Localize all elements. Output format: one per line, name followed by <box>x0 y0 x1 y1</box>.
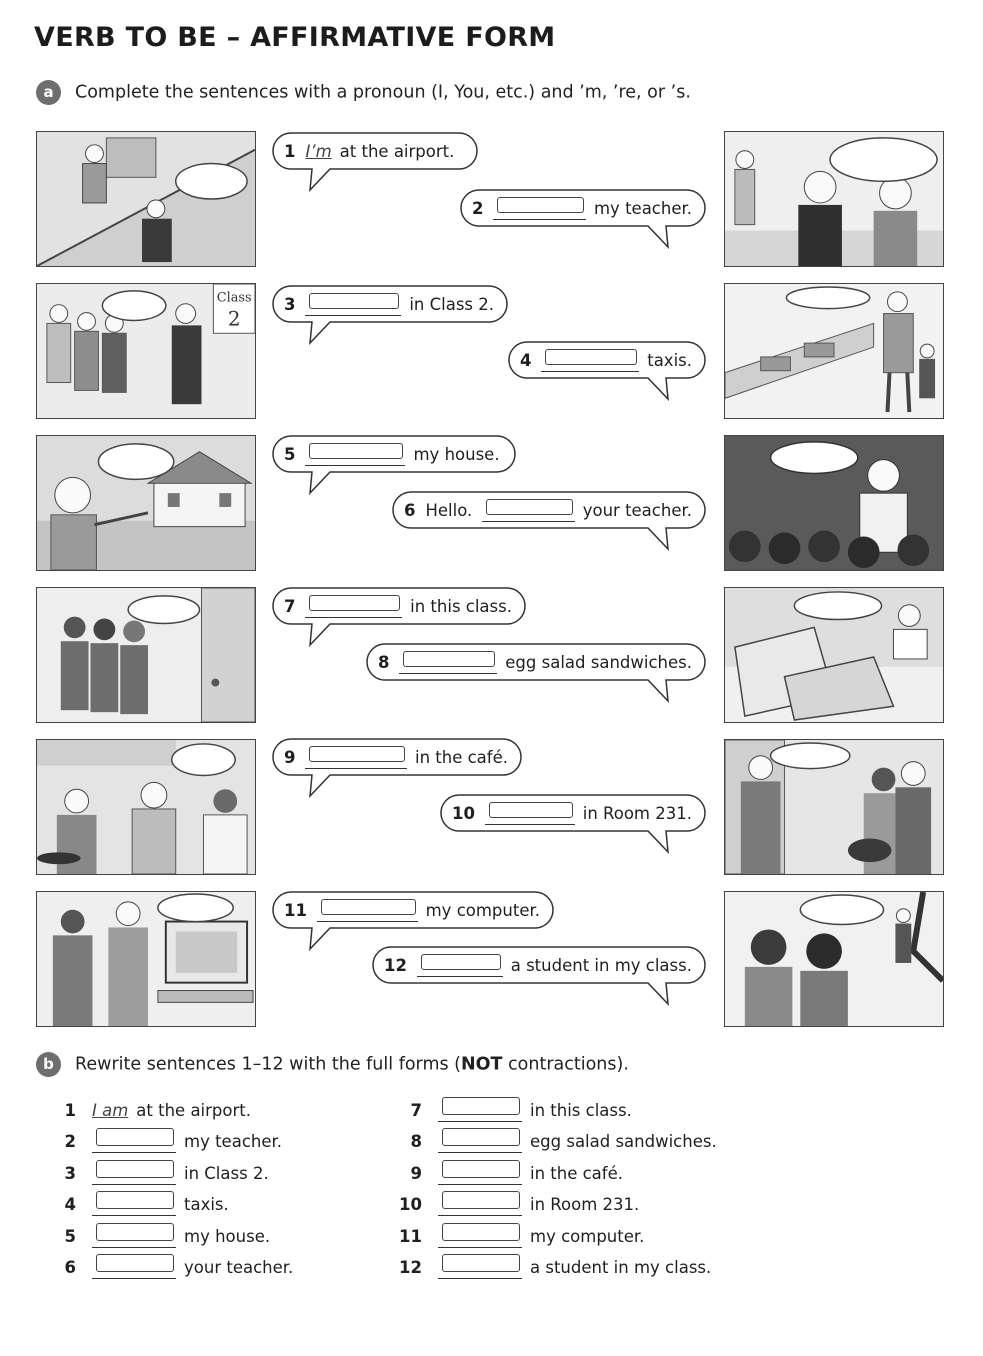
row-text: my house. <box>184 1226 271 1246</box>
bubble-text: taxis. <box>647 350 692 370</box>
answer-blank <box>541 349 639 372</box>
students-door-illustration <box>36 587 256 723</box>
bubble-text: my computer. <box>425 900 540 920</box>
answer-input-6[interactable] <box>486 499 572 515</box>
speech-bubble-2 <box>460 189 706 227</box>
rewrite-input-12[interactable] <box>442 1254 520 1272</box>
answer-input-11[interactable] <box>321 899 416 915</box>
answer-input-3[interactable] <box>309 293 399 309</box>
taxis-illustration <box>724 283 944 419</box>
rewrite-row-12 <box>398 1253 711 1281</box>
row-number: 12 <box>399 1257 422 1277</box>
row-text: a student in my class. <box>530 1257 712 1277</box>
answer-blank <box>92 1130 176 1153</box>
answer-blank <box>305 595 402 618</box>
house-illustration <box>36 435 256 571</box>
rewrite-row-6 <box>52 1253 293 1281</box>
instruction-b-post: contractions). <box>502 1054 629 1075</box>
answer-blank <box>305 746 407 769</box>
row-number: 10 <box>399 1194 422 1214</box>
speech-bubble-7 <box>272 587 526 625</box>
bubble-number: 4 <box>520 350 532 370</box>
instruction-b-not: NOT <box>461 1054 503 1075</box>
bubble-number: 8 <box>378 652 390 672</box>
answer-blank <box>92 1256 176 1279</box>
answer-blank <box>482 499 574 522</box>
sign-class-label: Class <box>216 290 252 306</box>
answer-blank <box>438 1225 522 1248</box>
answer-input-9[interactable] <box>309 746 405 762</box>
speech-bubble-6 <box>392 491 706 529</box>
row-text: in the café. <box>530 1163 623 1183</box>
answer-blank <box>92 1162 176 1185</box>
row-text: taxis. <box>184 1194 229 1214</box>
row-number: 8 <box>410 1131 422 1151</box>
bubble-text: at the airport. <box>339 141 455 161</box>
row-number: 1 <box>64 1100 76 1120</box>
instruction-a-text: Complete the sentences with a pronoun (I, You, etc.) and ’m, ’re, or ’s. <box>75 82 691 103</box>
bubble-number: 2 <box>472 198 484 218</box>
answer-blank <box>438 1256 522 1279</box>
answer-input-8[interactable] <box>403 651 495 667</box>
row-number: 4 <box>64 1194 76 1214</box>
bubble-prefix: Hello. <box>425 500 473 520</box>
rewrite-row-8 <box>398 1127 717 1155</box>
rewrite-input-10[interactable] <box>442 1191 520 1209</box>
computer-illustration <box>36 891 256 1027</box>
hotel-illustration <box>724 739 944 875</box>
speech-bubble-12 <box>372 946 706 984</box>
bubble-number: 10 <box>452 803 475 823</box>
rewrite-input-3[interactable] <box>96 1160 174 1178</box>
row-text: at the airport. <box>136 1100 251 1120</box>
row-number: 3 <box>64 1163 76 1183</box>
rewrite-row-7 <box>398 1096 632 1124</box>
answer-blank <box>438 1193 522 1216</box>
row-number: 2 <box>64 1131 76 1151</box>
rewrite-row-5 <box>52 1222 270 1250</box>
sign-number-label: 2 <box>227 307 241 331</box>
answer-input-10[interactable] <box>489 802 573 818</box>
answer-blank <box>92 1193 176 1216</box>
answer-input-5[interactable] <box>309 443 403 459</box>
bubble-text: a student in my class. <box>510 955 692 975</box>
speech-bubble-4 <box>508 341 706 379</box>
part-b-badge: b <box>36 1052 61 1077</box>
rewrite-input-8[interactable] <box>442 1128 520 1146</box>
bubble-number: 7 <box>284 596 296 616</box>
example-answer: I am <box>92 1100 129 1120</box>
row-text: your teacher. <box>184 1257 294 1277</box>
speech-bubble-1 <box>272 132 478 170</box>
answer-blank <box>305 443 405 466</box>
answer-blank <box>399 651 497 674</box>
rewrite-row-10 <box>398 1190 639 1218</box>
bubble-text: my house. <box>413 444 500 464</box>
bubble-text: in Room 231. <box>582 803 692 823</box>
rewrite-row-9 <box>398 1159 623 1187</box>
rewrite-row-1 <box>52 1096 251 1124</box>
speech-bubble-3 <box>272 285 508 323</box>
bubble-text: in this class. <box>410 596 512 616</box>
example-answer: I’m <box>305 141 332 161</box>
bubble-text: my teacher. <box>593 198 692 218</box>
answer-input-2[interactable] <box>497 197 584 213</box>
row-number: 5 <box>64 1226 76 1246</box>
cafe-illustration <box>36 739 256 875</box>
instruction-b-pre: Rewrite sentences 1–12 with the full forms ( <box>75 1054 461 1075</box>
airport-illustration <box>36 131 256 267</box>
answer-blank <box>438 1130 522 1153</box>
answer-blank <box>438 1099 522 1122</box>
part-a-badge: a <box>36 80 61 105</box>
park-friends-illustration <box>724 891 944 1027</box>
worksheet-title: VERB TO BE – AFFIRMATIVE FORM <box>34 22 556 53</box>
bubble-number: 3 <box>284 294 296 314</box>
bubble-number: 11 <box>284 900 307 920</box>
bubble-number: 5 <box>284 444 296 464</box>
answer-blank <box>493 197 586 220</box>
teacher-class-illustration <box>724 435 944 571</box>
speech-bubble-11 <box>272 891 554 929</box>
instruction-a <box>36 80 691 105</box>
bubble-text: in Class 2. <box>409 294 494 314</box>
rewrite-row-3 <box>52 1159 269 1187</box>
rewrite-row-11 <box>398 1222 644 1250</box>
speech-bubble-10 <box>440 794 706 832</box>
answer-input-7[interactable] <box>309 595 400 611</box>
speech-bubble-5 <box>272 435 516 473</box>
row-number: 7 <box>410 1100 422 1120</box>
answer-blank <box>305 293 401 316</box>
bubble-number: 6 <box>404 500 416 520</box>
speech-bubble-9 <box>272 738 522 776</box>
answer-blank <box>417 954 503 977</box>
answer-blank <box>438 1162 522 1185</box>
rewrite-input-7[interactable] <box>442 1097 520 1115</box>
rewrite-input-4[interactable] <box>96 1191 174 1209</box>
row-number: 11 <box>399 1226 422 1246</box>
speech-bubble-8 <box>366 643 706 681</box>
sandwiches-illustration <box>724 587 944 723</box>
answer-blank <box>485 802 575 825</box>
row-text: in this class. <box>530 1100 632 1120</box>
row-text: in Class 2. <box>184 1163 269 1183</box>
answer-input-12[interactable] <box>421 954 501 970</box>
bubble-text: egg salad sandwiches. <box>505 652 692 672</box>
bubble-text: your teacher. <box>582 500 692 520</box>
rewrite-input-6[interactable] <box>96 1254 174 1272</box>
rewrite-input-9[interactable] <box>442 1160 520 1178</box>
row-number: 6 <box>64 1257 76 1277</box>
rewrite-row-4 <box>52 1190 229 1218</box>
rewrite-input-2[interactable] <box>96 1128 174 1146</box>
answer-blank <box>317 899 418 922</box>
bubble-number: 9 <box>284 747 296 767</box>
teachers-illustration <box>724 131 944 267</box>
bubble-number: 1 <box>284 141 296 161</box>
row-number: 9 <box>410 1163 422 1183</box>
row-text: my teacher. <box>184 1131 283 1151</box>
rewrite-row-2 <box>52 1127 282 1155</box>
answer-blank <box>92 1225 176 1248</box>
bubble-number: 12 <box>384 955 407 975</box>
row-text: egg salad sandwiches. <box>530 1131 717 1151</box>
row-text: my computer. <box>530 1226 645 1246</box>
rewrite-input-5[interactable] <box>96 1223 174 1241</box>
bubble-text: in the café. <box>415 747 508 767</box>
answer-input-4[interactable] <box>545 349 637 365</box>
row-text: in Room 231. <box>530 1194 640 1214</box>
class-two-illustration <box>36 283 256 419</box>
rewrite-input-11[interactable] <box>442 1223 520 1241</box>
instruction-b <box>36 1052 629 1077</box>
